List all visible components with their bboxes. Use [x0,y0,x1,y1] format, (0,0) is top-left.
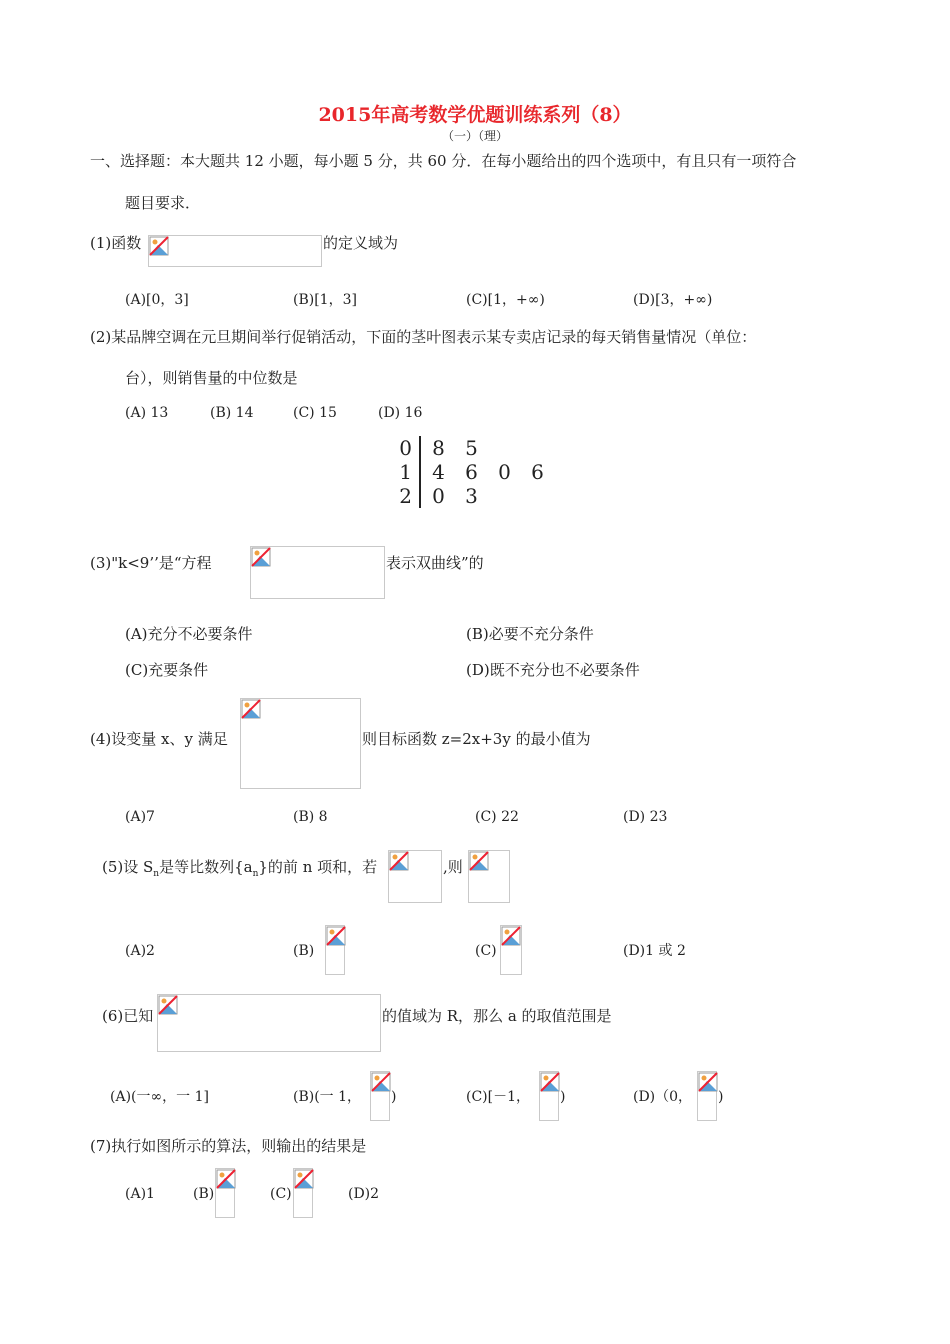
q3-option-d: (D)既不充分也不必要条件 [466,661,640,679]
q7-option-b: (B) [193,1186,215,1202]
stem-leaf-plot [392,436,572,510]
q7-text: (7)执行如图所示的算法，则输出的结果是 [90,1137,367,1155]
q3-suffix: 表示双曲线”的 [386,554,484,572]
q1-option-c: (C)[1，+∞) [466,292,545,308]
q6-option-c: (C)[－1， [466,1089,531,1105]
q5-condition-image [388,850,442,903]
q2-option-b: (B) 14 [210,405,254,421]
leaf: 0 [498,460,511,484]
broken-image-icon [294,1169,314,1189]
q2-option-c: (C) 15 [293,405,337,421]
q5-mid1: 是等比数列{a [159,858,253,876]
q1-formula-image [148,235,322,267]
broken-image-icon [469,851,489,871]
broken-image-icon [216,1169,236,1189]
q1-prefix: (1)函数 [90,234,142,252]
q7-option-d: (D)2 [348,1186,380,1202]
broken-image-icon [698,1072,718,1092]
q6-option-b: (B)(一 1， [293,1089,362,1105]
q5-text [102,857,377,884]
section-instructions-line2: 题目要求． [125,194,201,212]
q6-option-d: (D)（0， [633,1089,693,1105]
q2-option-d: (D) 16 [378,405,423,421]
q3-option-c: (C)充要条件 [125,661,209,679]
stem-1: 1 [399,460,412,484]
stem-2: 2 [399,484,412,508]
q6-option-c-image [539,1071,559,1121]
q1-option-d: (D)[3，+∞) [633,292,713,308]
q1-option-a: (A)[0，3] [125,292,189,308]
leaf: 0 [432,484,445,508]
broken-image-icon [149,236,169,256]
q6-option-c-close: ) [560,1089,566,1105]
broken-image-icon [251,547,271,567]
q4-option-d: (D) 23 [623,809,668,825]
q7-option-a: (A)1 [125,1186,155,1202]
q1-suffix: 的定义域为 [323,234,399,252]
q3-prefix: (3)"k<9’’是“方程 [90,554,212,572]
page-subtitle: （一）（理） [441,129,508,143]
q7-option-c: (C) [270,1186,292,1202]
broken-image-icon [326,926,346,946]
q5-result-image [468,850,510,903]
q5-option-c-image [500,925,522,975]
q7-option-c-image [293,1168,313,1218]
q4-constraints-image [240,698,361,789]
leaf: 4 [432,460,445,484]
section-instructions-line1: 一、选择题：本大题共 12 小题，每小题 5 分，共 60 分．在每小题给出的四个选项中，有且只有一项符合 [90,152,797,170]
q3-option-b: (B)必要不充分条件 [466,625,594,643]
stem-leaf-divider [419,436,421,508]
broken-image-icon [540,1072,560,1092]
leaves-row-1 [422,460,554,484]
q2-option-a: (A) 13 [125,405,169,421]
q6-option-b-image [370,1071,390,1121]
q7-option-b-image [215,1168,235,1218]
q4-option-b: (B) 8 [293,809,328,825]
q6-option-a: (A)(一∞，一 1] [110,1089,209,1105]
broken-image-icon [371,1072,391,1092]
q3-option-a: (A)充分不必要条件 [125,625,253,643]
leaf: 5 [465,436,478,460]
q6-function-image [157,994,381,1052]
q5-mid2: }的前 n 项和，若 [258,858,378,876]
q4-option-c: (C) 22 [475,809,519,825]
broken-image-icon [389,851,409,871]
q6-option-d-close: ) [718,1089,724,1105]
broken-image-icon [241,699,261,719]
q2-line2: 台），则销售量的中位数是 [125,369,298,387]
q3-formula-image [250,546,385,599]
leaves-row-2 [422,484,488,508]
stem-0: 0 [399,436,412,460]
q5-sub-n: n [153,869,160,879]
q6-option-b-close: ) [391,1089,397,1105]
q5-option-b-image [325,925,345,975]
broken-image-icon [158,995,178,1015]
q4-suffix: 则目标函数 z=2x+3y 的最小值为 [362,730,591,748]
leaf: 3 [465,484,478,508]
q6-suffix: 的值域为 R，那么 a 的取值范围是 [382,1007,612,1025]
q6-option-d-image [697,1071,717,1121]
broken-image-icon [501,926,521,946]
leaves-row-0 [422,436,488,460]
q5-option-b: (B) [293,943,315,959]
leaf: 6 [465,460,478,484]
q5-option-a: (A)2 [125,943,155,959]
q6-prefix: (6)已知 [102,1007,154,1025]
q4-option-a: (A)7 [125,809,155,825]
q5-option-c: (C) [475,943,497,959]
q1-option-b: (B)[1，3] [293,292,357,308]
q5-option-d: (D)1 或 2 [623,943,686,959]
leaf: 8 [432,436,445,460]
page-title: 2015年高考数学优题训练系列（8） [318,104,632,126]
q5-sub-n2: n [252,869,259,879]
q2-line1: (2)某品牌空调在元旦期间举行促销活动，下面的茎叶图表示某专卖店记录的每天销售量情况（单位： [90,328,757,346]
q5-mid3: ,则 [443,858,463,876]
leaf: 6 [531,460,544,484]
q4-prefix: (4)设变量 x、y 满足 [90,730,228,748]
q5-prefix: (5)设 S [102,858,154,876]
